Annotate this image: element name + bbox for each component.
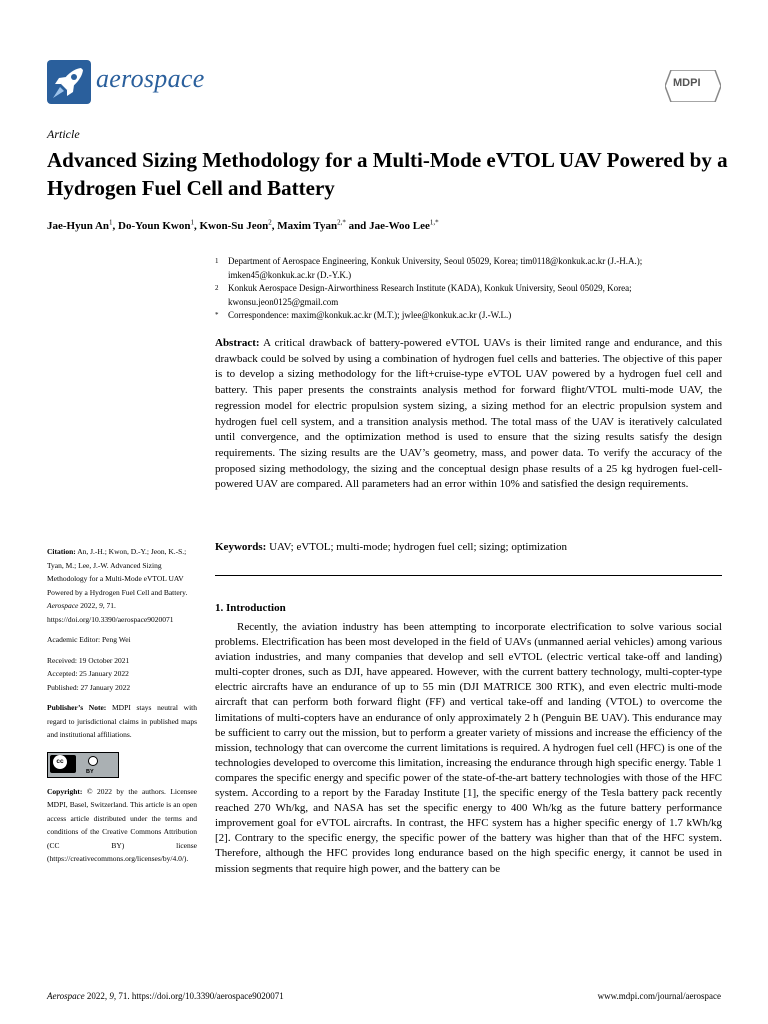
received-date: Received: 19 October 2021 xyxy=(47,655,130,665)
affiliation-text: Konkuk Aerospace Design-Airworthiness Research Institute (KADA), Konkuk University, Seoul 05029, Korea; kwonsu.jeon0125@gmail.com xyxy=(228,283,632,307)
sidebar-info xyxy=(47,545,197,866)
author: Jae-Woo Lee$^{1,*}$ xyxy=(369,218,439,232)
footer-journal-url[interactable]: www.mdpi.com/journal/aerospace xyxy=(597,991,721,1001)
rocket-logo-icon xyxy=(47,60,91,104)
article-type: Article xyxy=(47,127,80,141)
accepted-date: Accepted: 25 January 2022 xyxy=(47,669,129,678)
footer-citation: Aerospace 2022, 9, 71. https://doi.org/10.3390/aerospace9020071 xyxy=(47,991,284,1001)
affiliation-mark: 1 xyxy=(215,257,219,265)
keywords-text: UAV; eVTOL; multi-mode; hydrogen fuel cell; sizing; optimization xyxy=(269,541,567,553)
keywords xyxy=(215,540,722,555)
cc-by-license-icon[interactable]: cc BY xyxy=(47,752,119,778)
citation: Citation: An, J.-H.; Kwon, D.-Y.; Jeon, K.-S.; Tyan, M.; Lee, J.-W. Advanced Sizing Methodology for a Multi-Mode eVTOL UAV Powered by a Hydrogen Fuel Cell and Battery. Aerospace 2022, 9, 71. https://doi.org/10.3390/aerospace9020071 xyxy=(47,547,188,624)
author: Kwon-Su Jeon$^2$, xyxy=(199,218,278,232)
author: Do-Youn Kwon$^1$, xyxy=(118,218,200,232)
affiliation-text: Department of Aerospace Engineering, Konkuk University, Seoul 05029, Korea; tim0118@konkuk.ac.kr (J.-H.A.); imken45@konkuk.ac.kr (D.-Y.K.) xyxy=(228,256,643,280)
section-heading: 1. Introduction xyxy=(215,602,286,614)
article-title: Advanced Sizing Methodology for a Multi-Mode eVTOL UAV Powered by a Hydrogen Fuel Cell and Battery xyxy=(47,148,728,200)
abstract xyxy=(215,336,722,493)
keywords-label: Keywords: xyxy=(215,541,267,553)
abstract-text: A critical drawback of battery-powered eVTOL UAVs is their limited range and endurance, and this drawback could be solved by using a combination of hydrogen fuel cells and batteries. The objective of this paper is to develop a sizing methodology for the lift+cruise-type eVTOL UAV powered by a hydrogen fuel cell and battery. This paper presents the constraints analysis method for forward flight/VTOL multi-mode UAV, the regression model for electric propulsion system sizing, a sizing method for an electric propulsion system and hydrogen fuel cell system, and a transition analysis method. The total mass of the UAV is iteratively calculated until convergence, and the optimization method is used to ensure that the sizing results satisfy the design requirements. The sizing results are the UAV’s geometry, mass, and power data. To verify the accuracy of the proposed sizing methodology, the sizing and the conceptual design phase results of a 25 kg hydrogen fuel-cell-powered UAV are compared. All parameters had an error within 10% and satisfied the design requirements. xyxy=(215,337,722,491)
published-date: Published: 27 January 2022 xyxy=(47,682,131,692)
affiliation-item xyxy=(215,255,725,282)
journal-name: aerospace xyxy=(96,64,205,93)
affiliations xyxy=(215,255,725,323)
affiliation-item xyxy=(215,282,725,309)
abstract-label: Abstract: xyxy=(215,337,260,349)
affiliation-item xyxy=(215,309,725,323)
intro-paragraph xyxy=(215,620,722,877)
intro-text: Recently, the aviation industry has been attempting to incorporate electrification to solve various social problems. Electrification has been most developed in the field of UAVs (unmanned aerial vehicles) among various aviation industries, and many companies that develop and sell eVTOL (electric vertical take-off and landing) multi-copter drones, such as DJI, have appeared. However, with the current battery technology, multi-copter-type electric aircrafts have an endurance of up to 55 min (DJI MATRICE 300 RTK), and even electric multi-mode aircraft that can perform both forward flight (FF) and vertical take-off and landing (VTOL) to overcome the limitations of multi-copters have an endurance of only approximately 2 h (Penguin BE UAV). This endurance may be sufficient to carry out the mission, but to perform a greater variety of missions and increase the efficiency of the mission, technology that can overcome the current limitations is required. A hydrogen fuel cell (HFC) is one of the technologies developed to overcome this limitation, increasing the endurance through high specific energy. Table 1 compares the specific energy and specific power of the state-of-the-art battery technologies with those of the HFC system. According to a report by the Faraday Institute [1], the specific energy of the Tesla battery pack recently reached 270 Wh/kg, and NASA has set the specific energy to 400 Wh/kg as the future battery performance improvement goal for eVTOL aircrafts. In contrast, the HFC system has a higher specific energy of 1.7 kWh/kg [2]. Contrary to the specific energy, the specific power of the battery was higher than that of the HFC system. Therefore, although the HFC provides long endurance based on the high specific energy, it cannot be used in mission segments that require high power, and the battery can be xyxy=(215,621,722,875)
section-divider xyxy=(215,575,722,576)
publisher-name: MDPI xyxy=(673,77,701,89)
author: Maxim Tyan$^{2,*}$ and xyxy=(277,218,370,232)
affiliation-mark: * xyxy=(215,311,219,319)
author-list xyxy=(47,218,439,232)
affiliation-mark: 2 xyxy=(215,284,219,292)
affiliation-text: Correspondence: maxim@konkuk.ac.kr (M.T.); jwlee@konkuk.ac.kr (J.-W.L.) xyxy=(228,310,512,320)
academic-editor: Academic Editor: Peng Wei xyxy=(47,635,131,644)
publisher-note: Publisher’s Note: MDPI stays neutral with regard to jurisdictional claims in published maps and institutional affiliations. xyxy=(47,703,197,739)
copyright: Copyright: © 2022 by the authors. Licensee MDPI, Basel, Switzerland. This article is an open access article distributed under the terms and conditions of the Creative Commons Attribution (CC BY) license (https://creativecommons.org/licenses/by/4.0/). xyxy=(47,786,197,863)
author: Jae-Hyun An$^1$, xyxy=(47,218,119,232)
